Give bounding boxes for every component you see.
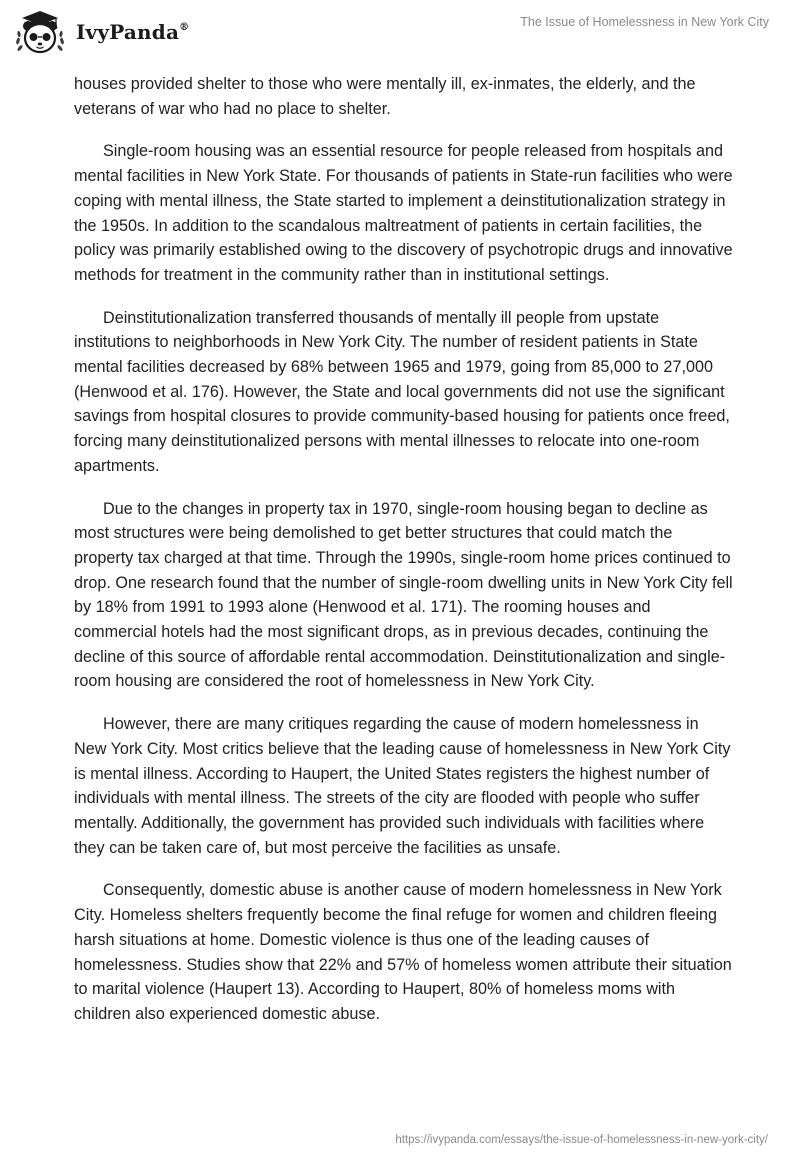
source-url[interactable]: https://ivypanda.com/essays/the-issue-of-homelessness-in-new-york-city/: [395, 1134, 768, 1146]
page-header: [0, 0, 800, 64]
registered-mark: ®: [179, 22, 190, 33]
document-title: The Issue of Homelessness in New York City: [520, 15, 769, 29]
paragraph-6: Consequently, domestic abuse is another cause of modern homelessness in New York City. Homeless shelters frequently become the final refuge for women and children fleeing harsh situations at home. Domestic violence is thus one of the leading causes of homelessness. Studies show that 22% and 57% of homeless women attribute their situation to marital violence (Haupert 13). According to Haupert, 80% of homeless moms with children also experienced domestic abuse.: [74, 881, 732, 1023]
paragraph-4: Due to the changes in property tax in 1970, single-room housing began to decline as most structures were being demolished to get better structures that could match the property tax charged at that time. Through the 1990s, single-room home prices continued to drop. One research found that the number of single-room dwelling units in New York City fell by 18% from 1991 to 1993 alone (Henwood et al. 171). The rooming houses and commercial hotels had the most significant drops, as in previous decades, continuing the decline of this source of affordable rental accommodation. Deinstitutionalization and single-room housing are considered the root of homelessness in New York City.: [74, 499, 733, 691]
brand-name: [76, 20, 189, 44]
panda-graduate-icon: [12, 8, 68, 58]
paragraph-2: Single-room housing was an essential resource for people released from hospitals and mental facilities in New York State. For thousands of patients in State-run facilities who were coping with mental illness, the State started to implement a deinstitutionalization strategy in the 1950s. In addition to the scandalous maltreatment of patients in certain facilities, the policy was primarily established owing to the discovery of psychotropic drugs and innovative methods for treatment in the community rather than in institutional settings.: [74, 142, 733, 284]
brand-text: IvyPanda: [76, 20, 180, 44]
ivypanda-logo[interactable]: [12, 8, 202, 58]
paragraph-3: Deinstitutionalization transferred thousands of mentally ill people from upstate institutions to neighborhoods in New York City. The number of resident patients in State mental facilities decreased by 68% between 1965 and 1979, going from 85,000 to 27,000 (Henwood et al. 176). However, the State and local governments did not use the significant savings from hospital closures to provide community-based housing for patients once freed, forcing many deinstitutionalized persons with mental illnesses to relocate into one-room apartments.: [74, 308, 730, 475]
essay-body: [74, 72, 734, 1045]
paragraph-5: However, there are many critiques regarding the cause of modern homelessness in New York City. Most critics believe that the leading cause of homelessness in New York City is mental illness. According to Haupert, the United States registers the highest number of individuals with mental illness. The streets of the city are flooded with people who suffer mentally. Additionally, the government has provided such individuals with facilities where they can be taken care of, but most perceive the facilities as unsafe.: [74, 715, 731, 857]
paragraph-1: houses provided shelter to those who were mentally ill, ex-inmates, the elderly, and the veterans of war who had no place to shelter.: [74, 75, 696, 118]
